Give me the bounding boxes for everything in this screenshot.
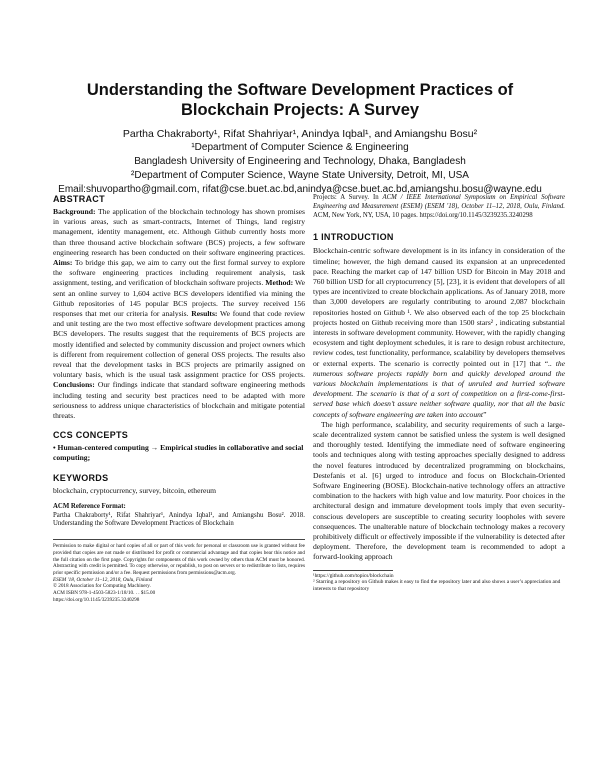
ref-cont-plain: Projects: A Survey. In <box>313 194 383 201</box>
ref-cont-venue: ACM / IEEE International Symposium on Empirical Software Engineering and Measurement (ESEM) (ESEM '18), October 11–12, 2018, Oulu, Finland. <box>313 194 565 210</box>
keywords-heading: KEYWORDS <box>53 472 109 483</box>
conference-line: ESEM '18, October 11–12, 2018, Oulu, Finland <box>53 576 153 583</box>
left-column <box>53 194 305 604</box>
isbn-line: ACM ISBN 978-1-4503-5823-1/18/10. . . $15.00 <box>53 590 156 597</box>
method-label: Method: <box>265 278 294 288</box>
paper-title <box>40 80 560 120</box>
ccs-concepts: • Human-centered computing → Empirical studies in collaborative and social computing; <box>53 443 304 463</box>
results-label: Results: <box>191 309 218 319</box>
ref-cont-tail: ACM, New York, NY, USA, 10 pages. https://doi.org/10.1145/3239235.3240298 <box>313 211 533 219</box>
author-names: Partha Chakraborty¹, Rifat Shahriyar¹, Anindya Iqbal¹, and Amiangshu Bosu² <box>122 128 478 140</box>
abstract-heading: ABSTRACT <box>53 194 105 204</box>
ccs-heading: CCS CONCEPTS <box>53 430 129 441</box>
intro-paragraph-2: The high performance, scalability, and security requirements of such a large-scale decentralized system cannot be satisfied unless the system is well designed and thoroughly tested. Identifying the immediate need of software engineering tools and techniques along with testing approaches specially designed to address the novel features introduced by decentralized programming on blockchains, Destefanis et al. [6] urged to introduce and focus on Blockchain-Oriented Software Engineering (BOSE). Blockchain-native technology offers an attractive combination to the hackers with high value and low maturity. Poor choices in the architectural design and immature development tools imply that even security-conscious developers are susceptible to creating security loopholes with severe consequences. The unalterable nature of blockchain technology makes a recovery prohibitively difficult or effectively impossible if the vulnerability is detected after deployment. Therefore, the development team is recommended to adopt a forward-looking approach <box>313 419 565 562</box>
background-label: Background: <box>53 207 96 216</box>
footnote-rule <box>313 570 393 571</box>
acm-reference-text: Partha Chakraborty¹, Rifat Shahriyar¹, Anindya Iqbal¹, and Amiangshu Bosu². 2018. Understanding the Software Development Practices of Blockchain <box>53 511 305 528</box>
intro-p1-end: ” <box>483 409 487 419</box>
ccs-text <box>53 443 305 463</box>
doi-line: https://doi.org/10.1145/3239235.3240298 <box>53 596 140 603</box>
method-text: We sent an online survey to 1,604 active BCS developers identified via mining the Github repositories of 145 popular BCS projects. The survey received 156 responses that met our criteria for analysis. <box>53 278 305 319</box>
intro-quote: .. the numerous software projects rapidly born and quickly developed around the various blockchain implementations is that of unruled and hurried software development. The scenario is that of a sort of competition on a first-come-first-served base which doesn’t assure neither software quality, nor that all the basic concepts of software engineering are taken into account <box>313 358 565 419</box>
right-column <box>313 194 565 592</box>
aims-text: To bridge this gap, we aim to carry out the first formal survey to explore the software engineering practices including requirement analysis, task assignment, testing, and verification of blockchain software projects. <box>53 258 305 288</box>
permission-block <box>53 539 305 603</box>
introduction-heading: 1 INTRODUCTION <box>313 232 394 243</box>
footnote-1: ¹https://github.com/topics/blockchain <box>313 572 394 579</box>
affiliation-1: ¹Department of Computer Science & Engineering <box>191 142 409 153</box>
author-block <box>40 127 560 197</box>
acm-reference-label: ACM Reference Format: <box>53 502 126 510</box>
copyright-line: © 2018 Association for Computing Machinery. <box>53 583 151 590</box>
acm-reference <box>53 503 305 529</box>
title-line-2: Blockchain Projects: A Survey <box>180 101 420 119</box>
intro-p1-text: Blockchain-centric software development is in its infancy in consideration of the timeline; however, the high demand caused its expansion at an unprecedented pace. Reaching the market cap of 147 billion USD for Bitcoin in May 2018 and 760 billion USD for all cryptocurrency [5], [23], it is evident that developers of all types are incentivized to create blockchain applications. As of January 2018, more than 3,000 developers are regularly contributing to around 2,087 blockchain repositories hosted on Github ¹. We also observed each of the top 25 blockchain projects hosted on Github receiving more than 1500 stars² , indicating substantial interests in software development community. However, with the rapidly changing ecosystem and tight deployment schedules, it is rare to design robust architecture, review codes, test functionality, performance, scalability by developers themselves or external experts. The scenario is correctly pointed out in [17] that “ <box>313 246 565 368</box>
affiliation-2: ²Department of Computer Science, Wayne State University, Detroit, MI, USA <box>131 170 469 181</box>
intro-paragraph-1 <box>313 246 565 419</box>
abstract-text <box>53 207 305 421</box>
background-text: The application of the blockchain technology has shown promises in various areas, such as smart-contracts, Internet of Things, land registry management, identity management, etc. Although Github currently hosts more than three thousand active blockchain software (BCS) projects, a few software engineering research has been conducted on their software engineering practices. <box>53 207 305 257</box>
conclusions-label: Conclusions: <box>53 380 95 390</box>
aims-label: Aims: <box>53 258 73 268</box>
keywords-text: blockchain, cryptocurrency, survey, bitcoin, ethereum <box>53 485 217 495</box>
results-text: We found that code review and unit testing are the two most effective software development practices among BCS developers. The results suggest that the requirements of BCS projects are mostly identified and selected by community discussion and project owners which is different from requirement collection of general OSS projects. The results also reveal that the development tasks in BCS projects are primarily assigned on voluntary basis, which is the usual task assignment practice for OSS projects. <box>53 309 305 380</box>
title-line-1: Understanding the Software Development Practices of <box>86 81 514 99</box>
permission-text: Permission to make digital or hard copies of all or part of this work for personal or classroom use is granted without fee provided that copies are not made or distributed for profit or commercial advantage and that copies bear this notice and the full citation on the first page. Copyrights for components of this work owned by others than ACM must be honored. Abstracting with credit is permitted. To copy otherwise, or republish, to post on servers or to redistribute to lists, requires prior specific permission and/or a fee. Request permissions from permissions@acm.org. <box>53 543 305 577</box>
author-emails: Email:shuvopartho@gmail.com, rifat@cse.buet.ac.bd,anindya@cse.buet.ac.bd,amiangshu.bosu@wayne.edu <box>58 184 542 195</box>
affiliation-1-institution: Bangladesh University of Engineering and Technology, Dhaka, Bangladesh <box>134 156 466 167</box>
conclusions-text: Our findings indicate that standard software engineering methods including testing and security best practices need to be adapted with more seriousness to address unique characteristics of blockchain and mitigate potential threats. <box>53 380 305 421</box>
footnote-2: ² Starring a repository on Github makes it easy to find the repository later and also shows a user’s appreciation and interests to that repository <box>313 579 561 592</box>
reference-continuation <box>313 194 565 220</box>
